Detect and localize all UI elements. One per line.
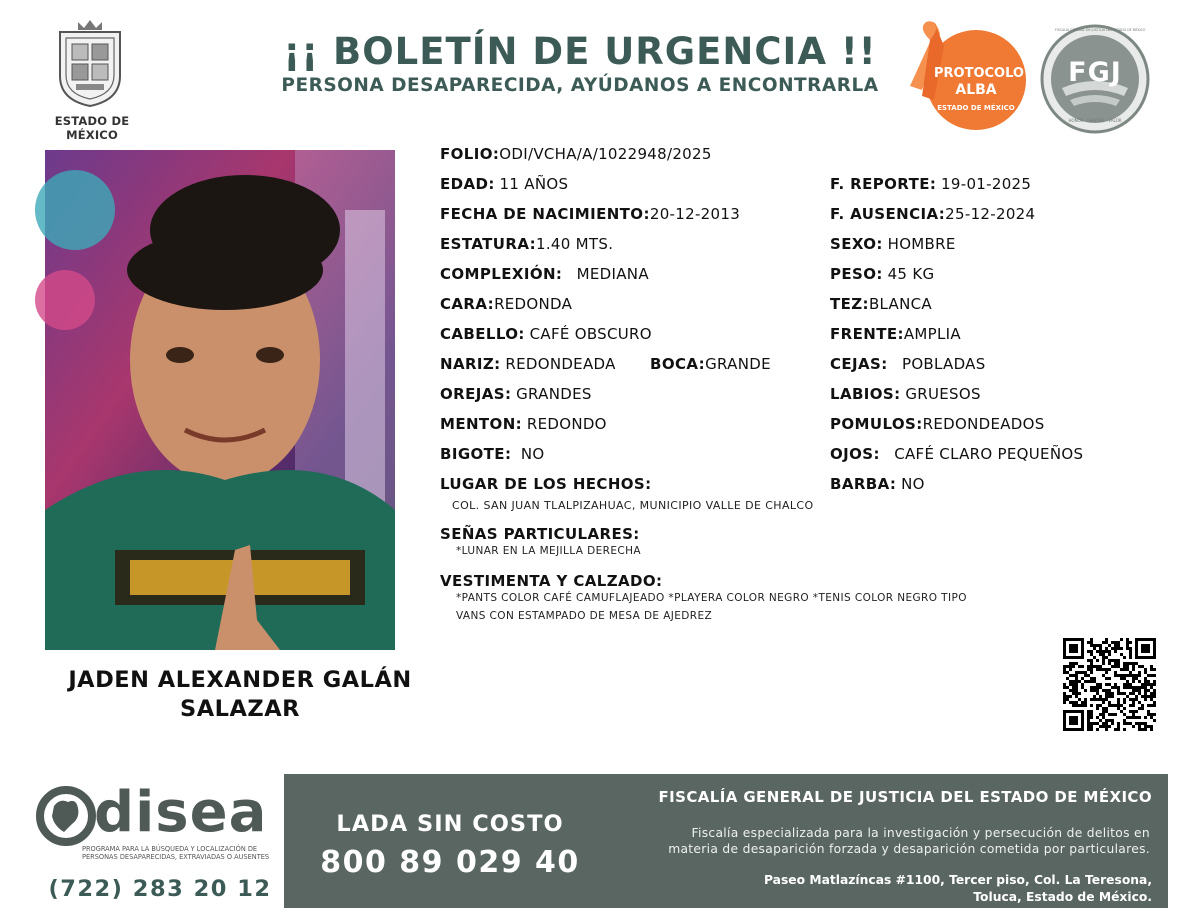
bigote-label: BIGOTE:	[440, 445, 512, 463]
menton-value: REDONDO	[526, 415, 607, 433]
alba-estado-text: ESTADO DE MÉXICO	[937, 104, 1015, 112]
lugar-label: LUGAR DE LOS HECHOS:	[440, 475, 652, 493]
field-folio	[440, 145, 712, 163]
f-ausencia-label: F. AUSENCIA:	[830, 205, 946, 223]
f-reporte-label: F. REPORTE:	[830, 175, 937, 193]
field-bigote	[440, 445, 545, 463]
nariz-label: NARIZ:	[440, 355, 501, 373]
field-menton	[440, 415, 607, 433]
barba-value: NO	[901, 475, 925, 493]
tez-label: TEZ:	[830, 295, 869, 313]
sexo-value: HOMBRE	[887, 235, 956, 253]
address-line2: Toluca, Estado de México.	[973, 890, 1152, 904]
estatura-value: 1.40 MTS.	[536, 235, 614, 253]
field-vestimenta	[440, 572, 662, 590]
tez-value: BLANCA	[868, 295, 932, 313]
fiscalia-title: FISCALÍA GENERAL DE JUSTICIA DEL ESTADO DE MÉXICO	[658, 788, 1152, 806]
estatura-label: ESTATURA:	[440, 235, 537, 253]
frente-value: AMPLIA	[903, 325, 961, 343]
barba-label: BARBA:	[830, 475, 897, 493]
frente-label: FRENTE:	[830, 325, 904, 343]
odisea-phone[interactable]: (722) 283 20 12	[48, 876, 272, 902]
sexo-label: SEXO:	[830, 235, 883, 253]
field-pomulos	[830, 415, 1045, 433]
field-orejas	[440, 385, 592, 403]
lada-sin-costo-label: LADA SIN COSTO	[336, 811, 564, 837]
lada-sin-costo-number[interactable]: 800 89 029 40	[320, 845, 580, 880]
person-name-line2: SALAZAR	[180, 696, 300, 722]
fgj-ring-text: FISCALÍA GENERAL DE JUSTICIA DEL ESTADO DE MÉXICO	[1055, 28, 1146, 32]
person-name-line1: JADEN ALEXANDER GALÁN	[68, 667, 412, 693]
odisea-logo	[36, 780, 276, 876]
field-tez	[830, 295, 932, 313]
field-senas	[440, 525, 640, 543]
complexion-value: MEDIANA	[576, 265, 649, 283]
cara-value: REDONDA	[494, 295, 573, 313]
folio-value: ODI/VCHA/A/1022948/2025	[499, 145, 712, 163]
field-cejas	[830, 355, 986, 373]
field-ojos	[830, 445, 1083, 463]
field-estatura	[440, 235, 613, 253]
pomulos-label: POMULOS:	[830, 415, 923, 433]
boca-label: BOCA:	[650, 355, 706, 373]
vestimenta-label: VESTIMENTA Y CALZADO:	[440, 572, 663, 590]
field-f-reporte	[830, 175, 1031, 193]
menton-label: MENTON:	[440, 415, 523, 433]
odisea-tagline: PROGRAMA PARA LA BÚSQUEDA Y LOCALIZACIÓN DE PERSONAS DESAPARECIDAS, EXTRAVIADAS O AUSENTES	[82, 845, 270, 861]
edad-label: EDAD:	[440, 175, 495, 193]
edad-value: 11 AÑOS	[499, 175, 569, 193]
odisea-wordmark: disea	[94, 780, 268, 845]
field-sexo	[830, 235, 956, 253]
vestimenta-line1: *PANTS COLOR CAFÉ CAMUFLAJEADO *PLAYERA COLOR NEGRO *TENIS COLOR NEGRO TIPO	[456, 592, 967, 604]
field-lugar	[440, 475, 652, 493]
cabello-label: CABELLO:	[440, 325, 525, 343]
boca-value: GRANDE	[705, 355, 771, 373]
vestimenta-line2: VANS CON ESTAMPADO DE MESA DE AJEDREZ	[456, 610, 713, 622]
orejas-value: GRANDES	[516, 385, 592, 403]
fiscalia-address	[600, 872, 1152, 906]
ojos-value: CAFÉ CLARO PEQUEÑOS	[894, 445, 1084, 463]
fgj-acronym: FGJ	[1068, 57, 1122, 88]
fiscalia-description	[600, 825, 1150, 857]
senas-label: SEÑAS PARTICULARES:	[440, 525, 640, 543]
alba-protocolo-text: PROTOCOLO	[934, 66, 1024, 81]
cejas-value: POBLADAS	[901, 355, 986, 373]
bulletin-title: ¡¡ BOLETÍN DE URGENCIA !!	[283, 30, 877, 73]
folio-label: FOLIO:	[440, 145, 500, 163]
fgj-seal-logo	[1040, 24, 1150, 134]
estado-de-mexico-label: ESTADO DE MÉXICO	[54, 114, 130, 142]
orejas-label: OREJAS:	[440, 385, 512, 403]
peso-label: PESO:	[830, 265, 883, 283]
fgj-motto: HONOR · LEALTAD · VALOR	[1068, 118, 1122, 123]
field-complexion	[440, 265, 649, 283]
fecha-nacimiento-value: 20-12-2013	[649, 205, 741, 223]
ojos-label: OJOS:	[830, 445, 880, 463]
complexion-label: COMPLEXIÓN:	[440, 265, 563, 283]
field-labios	[830, 385, 981, 403]
field-frente	[830, 325, 961, 343]
f-ausencia-value: 25-12-2024	[945, 205, 1036, 223]
f-reporte-value: 19-01-2025	[941, 175, 1032, 193]
qr-code-icon[interactable]	[1063, 638, 1156, 731]
bulletin-subtitle: PERSONA DESAPARECIDA, AYÚDANOS A ENCONTRARLA	[281, 75, 879, 96]
nariz-value: REDONDEADA	[505, 355, 616, 373]
field-f-ausencia	[830, 205, 1035, 223]
bigote-value: NO	[520, 445, 545, 463]
field-cabello	[440, 325, 652, 343]
fiscalia-desc-line1: Fiscalía especializada para la investigación y persecución de delitos en	[691, 826, 1150, 840]
field-edad	[440, 175, 568, 193]
person-name	[30, 666, 450, 724]
field-cara	[440, 295, 572, 313]
peso-value: 45 KG	[887, 265, 935, 283]
protocolo-alba-logo	[900, 20, 1030, 132]
field-nariz	[440, 355, 616, 373]
field-peso	[830, 265, 934, 283]
cabello-value: CAFÉ OBSCURO	[529, 325, 652, 343]
estado-de-mexico-coat-of-arms-icon	[50, 18, 130, 108]
alba-alba-text: ALBA	[955, 82, 997, 98]
missing-person-photo	[45, 150, 395, 650]
field-fecha-nacimiento	[440, 205, 740, 223]
lugar-value: COL. SAN JUAN TLALPIZAHUAC, MUNICIPIO VALLE DE CHALCO	[452, 499, 814, 512]
pomulos-value: REDONDEADOS	[922, 415, 1045, 433]
field-barba	[830, 475, 925, 493]
cejas-label: CEJAS:	[830, 355, 888, 373]
labios-value: GRUESOS	[905, 385, 981, 403]
field-boca	[650, 355, 771, 373]
fiscalia-desc-line2: materia de desaparición forzada y desaparición cometida por particulares.	[668, 842, 1150, 856]
cara-label: CARA:	[440, 295, 495, 313]
labios-label: LABIOS:	[830, 385, 901, 403]
senas-value: *LUNAR EN LA MEJILLA DERECHA	[456, 545, 641, 557]
fecha-nacimiento-label: FECHA DE NACIMIENTO:	[440, 205, 650, 223]
address-line1: Paseo Matlazíncas #1100, Tercer piso, Col. La Teresona,	[763, 873, 1152, 887]
